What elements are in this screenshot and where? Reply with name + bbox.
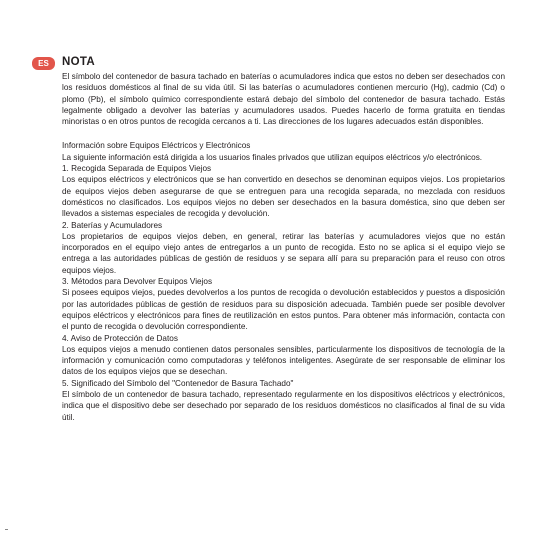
section-3-text: Si posees equipos viejos, puedes devolverlos a los puntos de recogida o devolución establecidos y puestos a disposición por las autoridades públicas de gestión de residuos para su disposición adecuada. También puede ser posible devolver equipos eléctricos y electrónicos para fines de reutilización en estos puntos. Para obtener más información, contacta con el punto de recogida o devolución correspondiente. [62, 288, 505, 332]
intro-paragraph: El símbolo del contenedor de basura tachado en baterías o acumuladores indica que estos no deben ser desechados con los residuos domésticos al final de su vida útil. Si las baterías o acumuladores contienen mercurio (Hg), cadmio (Cd) o plomo (Pb), el símbolo químico correspondiente estará debajo del símbolo del contenedor de basura tachado. Estás legalmente obligado a devolver las baterías y acumuladores usados. Puedes hacerlo de forma gratuita en tiendas minoristas o en otros puntos de recogida cercanos a ti. Las direcciones de los lugares adecuados están disponibles. [62, 72, 505, 127]
section-4-heading: 4. Aviso de Protección de Datos [62, 333, 178, 343]
paragraph-spacer [62, 127, 505, 140]
info-paragraph: La siguiente información está dirigida a los usuarios finales privados que utilizan equipos eléctricos y/o electrónicos. [62, 152, 483, 162]
section-5-text: El símbolo de un contenedor de basura tachado, representado regularmente en los dispositivos eléctricos y electrónicos, indica que el dispositivo debe ser desechado por separado de los residuos domésticos no clasificados al final de su vida útil. [62, 390, 505, 422]
language-badge: ES [32, 57, 55, 70]
section-5-heading: 5. Significado del Símbolo del "Contenedor de Basura Tachado" [62, 378, 294, 388]
section-3-heading: 3. Métodos para Devolver Equipos Viejos [62, 277, 213, 287]
info-heading: Información sobre Equipos Eléctricos y Electrónicos [62, 141, 251, 151]
section-2-text: Los propietarios de equipos viejos deben, en general, retirar las baterías y acumuladores viejos que no están incorporados en el equipo viejo antes de entregarlos a un punto de recogida. Esto no se aplica si el equipo viejo se entrega a las autoridades públicas de gestión de residuos y se separa allí para su preparación para el reuso con otros equipos viejos. [62, 231, 505, 275]
page-title: NOTA [62, 56, 95, 68]
section-4-text: Los equipos viejos a menudo contienen datos personales sensibles, particularmente los dispositivos de tecnología de la información y comunicación como computadoras y teléfonos inteligentes. Asegúrate de ser responsable de eliminar los datos de los equipos viejos que se desechan. [62, 344, 505, 377]
document-body [62, 71, 505, 423]
section-1-heading: 1. Recogida Separada de Equipos Viejos [62, 164, 212, 174]
section-1-text: Los equipos eléctricos y electrónicos que se han convertido en desechos se denominan equipos viejos. Los propietarios de equipos viejos deben asegurarse de que se entreguen para una recogida separada, no mezclada con residuos domésticos no clasificados. Los equipos viejos no deben ser desechados en la basura doméstica, sino que deben ser llevados a sistemas especiales de recogida y devolución. [62, 175, 505, 219]
page-corner-mark [5, 529, 8, 530]
section-2-heading: 2. Baterías y Acumuladores [62, 220, 163, 230]
